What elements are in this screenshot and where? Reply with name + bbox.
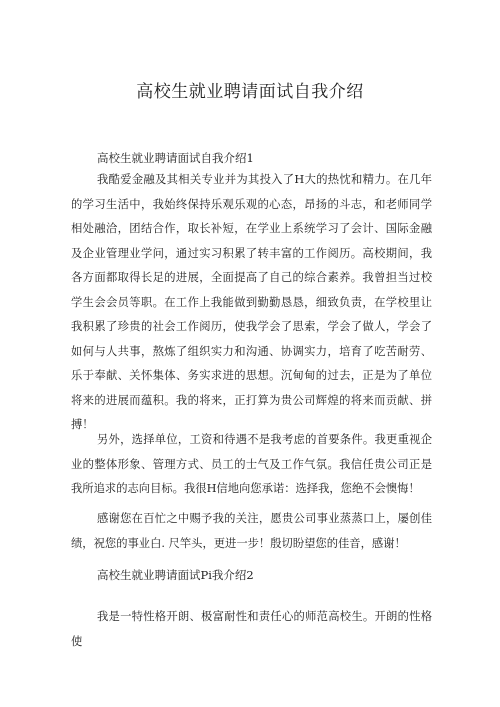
section-heading-2: 高校生就业聘请面试Pi我介绍2	[97, 568, 254, 582]
paragraph-4: 我是一特性格开朗、极富耐性和责任心的师范高校生。开朗的性格使	[71, 610, 432, 648]
section-heading-1: 高校生就业聘请面试自我介绍1	[97, 151, 254, 165]
document-title: 高校生就业聘请面试自我介绍	[136, 82, 364, 102]
paragraph-2: 另外，选择单位，工资和待遇不是我考虑的首要条件。我更重视企业的整体形象、管理方式、员工的士气及工作气氛。我信任贵公司正是我所追求的志向目标。我很H信地向您承诺：选择我，您绝不会懊悔！	[71, 433, 432, 495]
paragraph-3: 感谢您在百忙之中赐予我的关注，愿贵公司事业蒸蒸口上，屡创佳绩，祝您的事业白. 尺竿头，更进一步！殷切盼望您的佳音，感谢！	[71, 512, 432, 550]
paragraph-1: 我酷爱金融及其相关专业并为其投入了H大的热忱和精力。在几年的学习生活中，我始终保持乐观乐观的心态，昂扬的斗志，和老师同学相处融洽，团结合作，取长补短，在学业上系统学习了会计、国际金融及企业管理业学问，通过实习积累了转丰富的工作阅历。高校期间，我各方面都取得长足的进展，全面提高了自己的综合素养。我曾担当过校学生会会员等职。在工作上我能做到勤勤恳恳，细致负责，在学校里让我积累了珍贵的社会工作阅历，使我学会了思索，学会了做人，学会了如何与人共事，熬炼了组织实力和沟通、协调实力，培育了吃苦耐劳、乐于奉献、关怀集体、务实求进的思想。沉甸甸的过去，正是为了单位将来的进展而蕴积。我的将来，正打算为贵公司辉煌的将来而贡献、拼搏！	[71, 173, 432, 431]
